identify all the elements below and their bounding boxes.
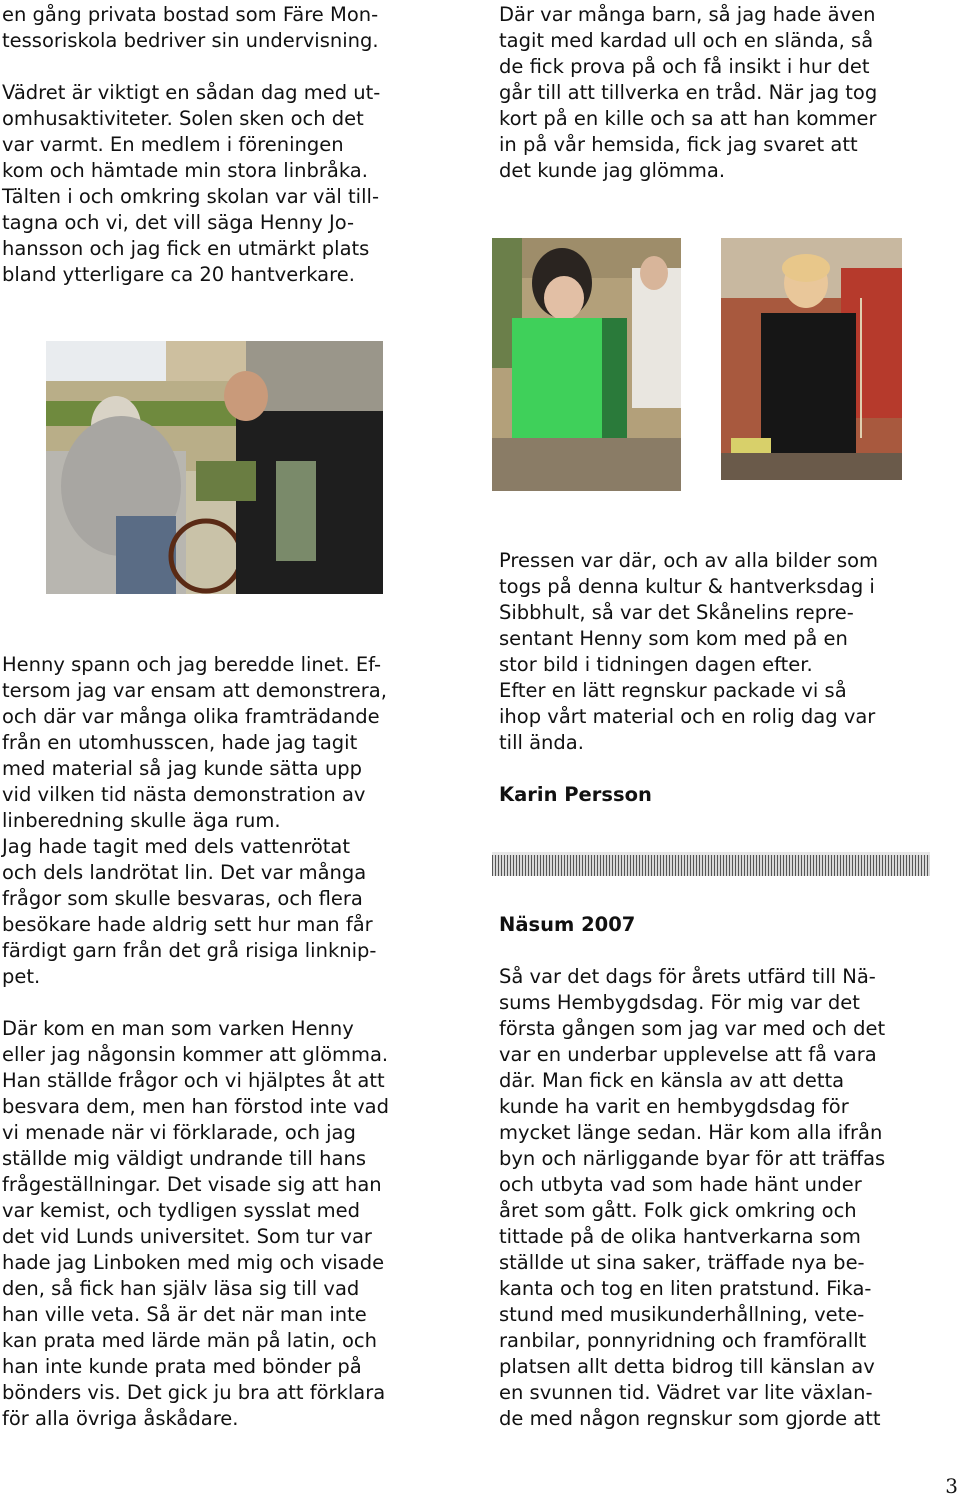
text-line: det kunde jag glömma. [499, 159, 726, 182]
man-paragraph [2, 1016, 389, 1432]
text-line: färdigt garn från det grå risiga linknip- [2, 939, 377, 962]
text-line: sums Hembygdsdag. För mig var det [499, 991, 860, 1014]
text-line: den, så fick han själv läsa sig till vad [2, 1277, 360, 1300]
text-line: Där kom en man som varken Henny [2, 1017, 354, 1040]
children-paragraph [499, 2, 877, 184]
page-number: 3 [945, 1474, 958, 1498]
text-line: kunde ha varit en hembygdsdag för [499, 1095, 849, 1118]
text-line: ranbilar, ponnyridning och framförallt [499, 1329, 867, 1352]
text-line: en gång privata bostad som Färe Mon- [2, 3, 379, 26]
photo-girl-spinning [492, 238, 681, 491]
text-line: besökare hade aldrig sett hur man får [2, 913, 373, 936]
photo-spinning-wheel-demo [46, 341, 383, 594]
text-line: togs på denna kultur & hantverksdag i [499, 575, 875, 598]
text-line: går till att tillverka en tråd. När jag tog [499, 81, 878, 104]
text-line: tittade på de olika hantverkarna som [499, 1225, 861, 1248]
text-line: stund med musikunderhållning, vete- [499, 1303, 865, 1326]
text-line: linberedning skulle äga rum. [2, 809, 281, 832]
text-line: besvara dem, men han förstod inte vad [2, 1095, 389, 1118]
text-line: frågeställningar. Det visade sig att han [2, 1173, 382, 1196]
text-line: ställde ut sina saker, träffade nya be- [499, 1251, 865, 1274]
text-line: tersom jag var ensam att demonstrera, [2, 679, 387, 702]
section-divider [492, 852, 930, 876]
text-line: tessoriskola bedriver sin undervisning. [2, 29, 379, 52]
text-line: och utbyta vad som hade hänt under [499, 1173, 862, 1196]
text-line: och där var många olika framträdande [2, 705, 380, 728]
text-line: kanta och tog en liten pratstund. Fika- [499, 1277, 872, 1300]
intro-paragraph [2, 2, 379, 54]
text-line: in på vår hemsida, fick jag svaret att [499, 133, 858, 156]
text-line: bönders vis. Det gick ju bra att förklara [2, 1381, 386, 1404]
text-line: var varmt. En medlem i föreningen [2, 133, 344, 156]
text-line: ställde mig väldigt undrande till hans [2, 1147, 366, 1170]
text-line: pet. [2, 965, 41, 988]
text-line: till ända. [499, 731, 584, 754]
text-line: var kemist, och tydligen sysslat med [2, 1199, 361, 1222]
text-line: kan prata med lärde män på latin, och [2, 1329, 378, 1352]
text-line: och dels landrötat lin. Det var många [2, 861, 367, 884]
text-line: han inte kunde prata med bönder på [2, 1355, 362, 1378]
text-line: ihop vårt material och en rolig dag var [499, 705, 876, 728]
text-line: hade jag Linboken med mig och visade [2, 1251, 385, 1274]
text-line: kort på en kille och sa att han kommer [499, 107, 877, 130]
text-line: omhusaktiviteter. Solen sken och det [2, 107, 364, 130]
text-line: vid vilken tid nästa demonstration av [2, 783, 366, 806]
text-line: Vädret är viktigt en sådan dag med ut- [2, 81, 381, 104]
text-line: med material så jag kunde sätta upp [2, 757, 363, 780]
text-line: Sibbhult, så var det Skånelins repre- [499, 601, 854, 624]
text-line: för alla övriga åskådare. [2, 1407, 239, 1430]
text-line: Så var det dags för årets utfärd till Nä- [499, 965, 876, 988]
text-line: var en underbar upplevelse att få vara [499, 1043, 877, 1066]
text-line: där. Man fick en känsla av att detta [499, 1069, 845, 1092]
text-line: bland ytterligare ca 20 hantverkare. [2, 263, 355, 286]
text-line: frågor som skulle besvaras, och flera [2, 887, 363, 910]
text-line: Han ställde frågor och vi hjälptes åt att [2, 1069, 385, 1092]
text-line: Pressen var där, och av alla bilder som [499, 549, 879, 572]
photo-boy-spinning [721, 238, 902, 480]
henny-paragraph [2, 652, 387, 990]
weather-paragraph [2, 80, 380, 288]
text-line: kom och hämtade min stora linbråka. [2, 159, 368, 182]
text-line: han ville veta. Så är det när man inte [2, 1303, 367, 1326]
text-line: en svunnen tid. Vädret var lite växlan- [499, 1381, 873, 1404]
text-line: mycket länge sedan. Här kom alla ifrån [499, 1121, 883, 1144]
text-line: Efter en lätt regnskur packade vi så [499, 679, 847, 702]
text-line: sentant Henny som kom med på en [499, 627, 848, 650]
text-line: eller jag någonsin kommer att glömma. [2, 1043, 389, 1066]
text-line: Där var många barn, så jag hade även [499, 3, 876, 26]
text-line: de med någon regnskur som gjorde att [499, 1407, 881, 1430]
nasum-paragraph [499, 964, 885, 1432]
text-line: platsen allt detta bidrog till känslan av [499, 1355, 875, 1378]
text-line: Jag hade tagit med dels vattenrötat [2, 835, 351, 858]
text-line: tagit med kardad ull och en slända, så [499, 29, 874, 52]
text-line: de fick prova på och få insikt i hur det [499, 55, 870, 78]
text-line: det vid Lunds universitet. Som tur var [2, 1225, 372, 1248]
text-line: stor bild i tidningen dagen efter. [499, 653, 813, 676]
author-name: Karin Persson [499, 783, 652, 806]
text-line: första gången som jag var med och det [499, 1017, 886, 1040]
text-line: Tälten i och omkring skolan var väl till- [2, 185, 379, 208]
text-line: tagna och vi, det vill säga Henny Jo- [2, 211, 355, 234]
press-paragraph [499, 548, 878, 756]
text-line: vi menade när vi förklarade, och jag [2, 1121, 356, 1144]
text-line: byn och närliggande byar för att träffas [499, 1147, 886, 1170]
section-heading: Näsum 2007 [499, 913, 636, 936]
text-line: från en utomhusscen, hade jag tagit [2, 731, 358, 754]
text-line: hansson och jag fick en utmärkt plats [2, 237, 370, 260]
text-line: året som gått. Folk gick omkring och [499, 1199, 857, 1222]
text-line: Henny spann och jag beredde linet. Ef- [2, 653, 381, 676]
